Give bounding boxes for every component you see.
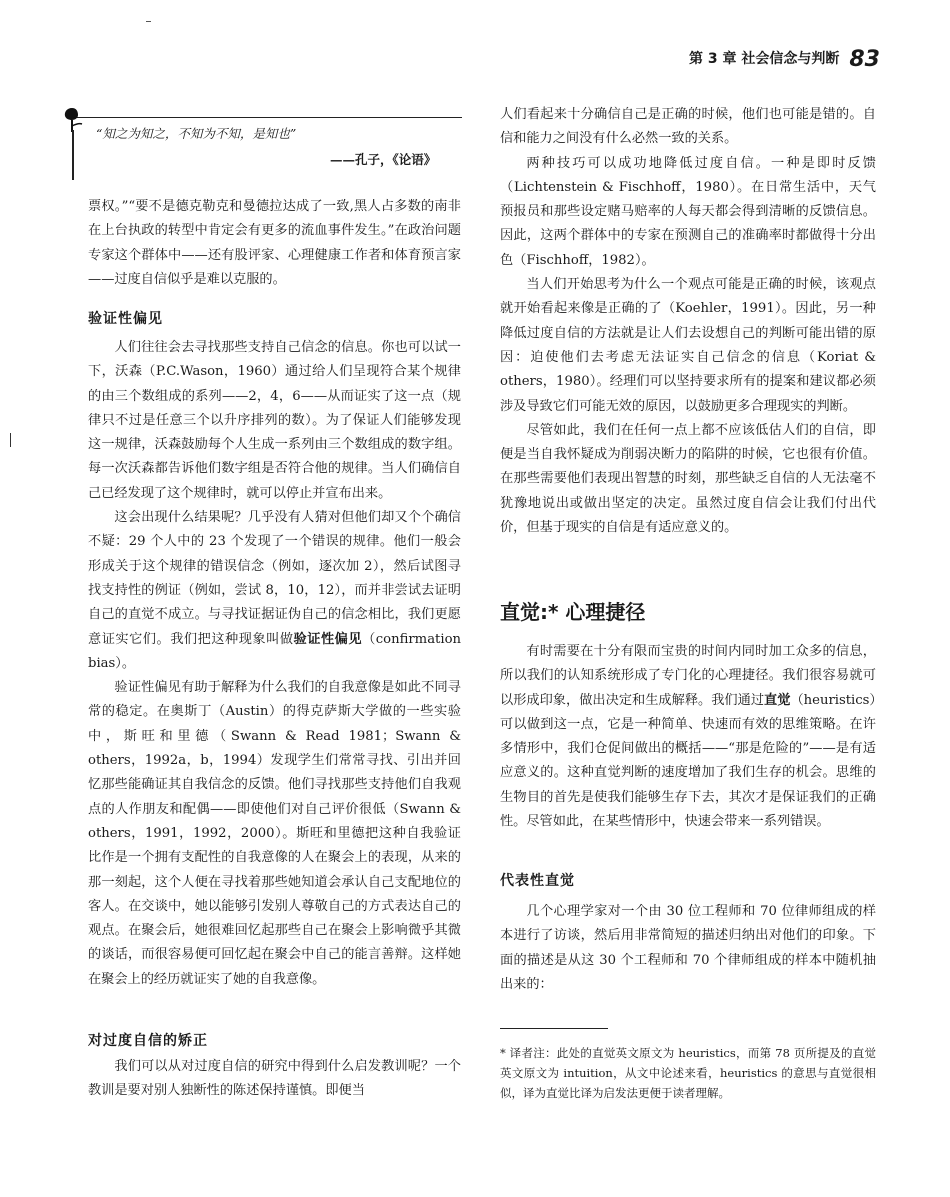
footnote: * 译者注：此处的直觉英文原文为 heuristics，而第 78 页所提及的直觉英文原文为 intuition，从文中论述来看，heuristics 的意思与直觉很相似，译为直觉比译为启发法更便于读者理解。 [500, 1046, 876, 1100]
epigraph-attribution: ——孔子，《论语》 [330, 152, 437, 167]
page-number: 83 [849, 47, 880, 72]
paragraph [500, 640, 876, 834]
paragraph: 票权。”“要不是德克勒克和曼德拉达成了一致,黑人占多数的南非在上台执政的转型中肯定会有更多的流血事件发生。”在政治问题专家这个群体中——还有股评家、心理健康工作者和体育预言家——过度自信似乎是难以克服的。 [88, 199, 461, 287]
paragraph: 人们看起来十分确信自己是正确的时候，他们也可能是错的。自信和能力之间没有什么必然一致的关系。 [500, 107, 876, 147]
scan-mark [146, 21, 151, 22]
margin-mark [10, 433, 11, 447]
chapter-title: 第 3 章 社会信念与判断 [689, 51, 840, 67]
left-column-block-1 [88, 195, 461, 292]
paragraph [88, 506, 461, 676]
epigraph-text: “知之为知之，不知为不知，是知也” [96, 126, 297, 141]
paragraph-text: （confirmation bias）。 [88, 631, 462, 671]
paragraph-text: （heuristics）可以做到这一点，它是一种简单、快速而有效的思维策略。在许多情形中，我们仓促间做出的概括——“那是危险的”——是有适应意义的。这种直觉判断的速度增加了我们生存的机会。思维的生物目的首先是使我们能够生存下去，其次才是保证我们的正确性。尽管如此，在某些情形中，快速会带来一系列错误。 [500, 692, 877, 830]
running-header [689, 38, 880, 72]
section-heading-overconfidence: 对过度自信的矫正 [88, 1033, 208, 1049]
paragraph-text: 有时需要在十分有限而宝贵的时间内同时加工众多的信息，所以我们的认知系统形成了专门化的心理捷径。我们很容易就可以形成印象，做出决定和生成解释。我们通过 [500, 644, 876, 708]
right-column-block-3 [500, 900, 876, 997]
term-confirmation-bias: 验证性偏见 [293, 631, 363, 647]
paragraph-text: 这会出现什么结果呢？几乎没有人猜对但他们却又个个确信不疑：29 个人中的 23 个发现了一个错误的规律。他们一般会形成关于这个规律的错误信念（例如，逐次加 2），然后试图寻找支持性的例证（例如，尝试 8，10，12），而并非尝试去证明自己的直觉不成立。与寻找证据证伪自己的信念相比，我们更愿意证实它们。我们把这种现象叫做 [88, 510, 461, 647]
section-heading-confirmation-bias: 验证性偏见 [88, 311, 163, 327]
paragraph: 尽管如此，我们在任何一点上都不应该低估人们的自信，即便是当自我怀疑成为削弱决断力的陷阱的时候，它也很有价值。在那些需要他们表现出智慧的时刻，那些缺乏自信的人无法毫不犹豫地说出或做出坚定的决定。虽然过度自信会让我们付出代价，但基于现实的自信是有适应意义的。 [500, 422, 876, 536]
paragraph: 几个心理学家对一个由 30 位工程师和 70 位律师组成的样本进行了访谈，然后用非常简短的描述归纳出对他们的印象。下面的描述是从这 30 个工程师和 70 个律师组成的样本中随机抽出来的： [500, 904, 876, 992]
paragraph: 当人们开始思考为什么一个观点可能是正确的时候，该观点就开始看起来像是正确的了（Koehler，1991）。因此，另一种降低过度自信的方法就是让人们去设想自己的判断可能出错的原因：迫使他们去考虑无法证实自己信念的信息（Koriat & others，1980）。经理们可以坚持要求所有的提案和建议都必须涉及导致它们可能无效的原因，以鼓励更多合理现实的判断。 [500, 277, 876, 414]
paragraph: 两种技巧可以成功地降低过度自信。一种是即时反馈（Lichtenstein & Fischhoff，1980）。在日常生活中，天气预报员和那些设定赌马赔率的人每天都会得到清晰的反馈信息。因此，这两个群体中的专家在预测自己的准确率时都做得十分出色（Fischhoff，1982）。 [500, 155, 876, 268]
paragraph: 验证性偏见有助于解释为什么我们的自我意像是如此不同寻常的稳定。在奥斯丁（Austin）的得克萨斯大学做的一些实验中，斯旺和里德（Swann & Read 1981；Swann & others，1992a，b，1994）发现学生们常常寻找、引出并回忆那些能确证其自我信念的反馈。他们寻找那些支持他们自我观点的人作朋友和配偶——即使他们对自己评价很低（Swann & others，1991，1992，2000）。斯旺和里德把这种自我验证比作是一个拥有支配性的自我意像的人在聚会上的表现，从来的那一刻起，这个人便在寻找着那些她知道会承认自己支配地位的客人。在交谈中，她以能够引发别人尊敬自己的方式表达自己的观点。在聚会后，她很难回忆起那些自己在聚会上影响微乎其微的谈话，而很容易便可回忆起在聚会中自己的能言善辩。这样她在聚会上的经历就证实了她的自我意像。 [88, 680, 461, 987]
right-column-block-1 [500, 103, 876, 540]
term-heuristics: 直觉 [764, 692, 791, 708]
footnote-rule [500, 1028, 608, 1029]
section-heading-representativeness: 代表性直觉 [500, 873, 575, 889]
right-column-block-2 [500, 640, 876, 834]
section-heading-heuristics: 直觉:* 心理捷径 [500, 600, 646, 624]
paragraph: 人们往往会去寻找那些支持自己信念的信息。你也可以试一下，沃森（P.C.Wason，1960）通过给人们呈现符合某个规律的由三个数组成的系列——2，4，6——从而证实了这一点（规律只不过是任意三个以升序排列的数）。为了保证人们能够发现这一规律，沃森鼓励每个人生成一系列由三个数组成的数字组。每一次沃森都告诉他们数字组是否符合他的规律。当人们确信自己已经发现了这个规律时，就可以停止并宣布出来。 [88, 340, 461, 501]
epigraph-rule [72, 117, 462, 118]
left-column-block-3 [88, 1055, 461, 1104]
left-column-block-2 [88, 336, 461, 992]
epigraph-stem [72, 130, 74, 180]
paragraph: 我们可以从对过度自信的研究中得到什么启发教训呢？一个教训是要对别人独断性的陈述保持谨慎。即便当 [88, 1059, 461, 1099]
